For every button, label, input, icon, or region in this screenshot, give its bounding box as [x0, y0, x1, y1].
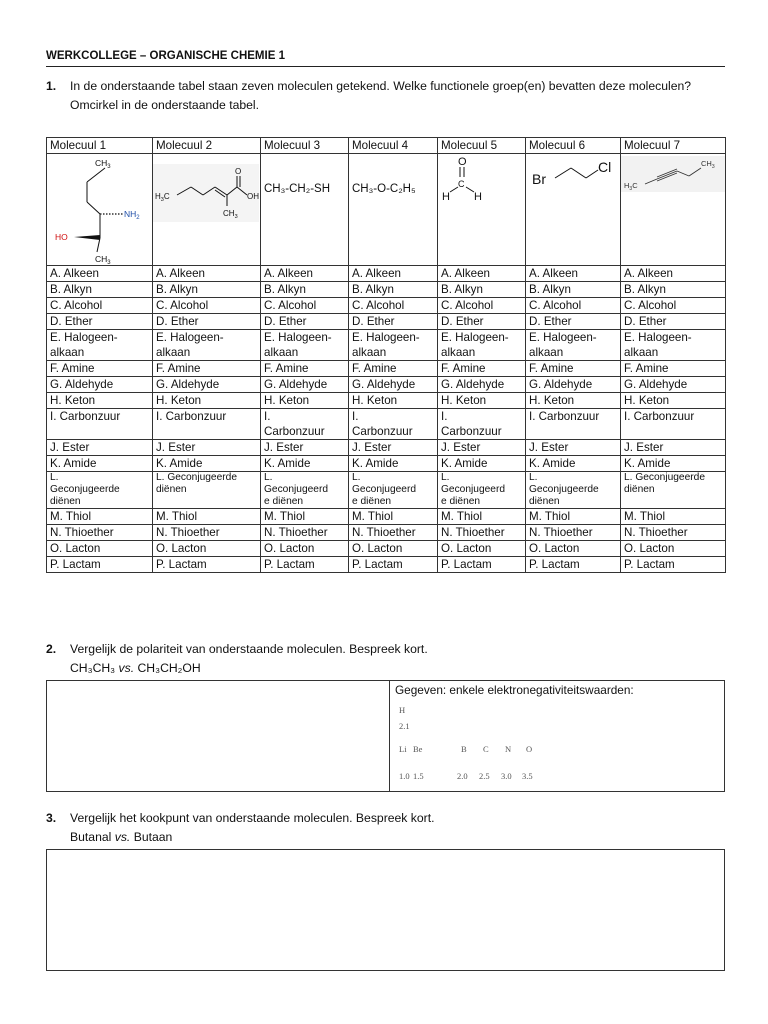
en-symbol: N	[505, 744, 512, 754]
option-cell[interactable]: C. Alcohol	[47, 298, 153, 314]
question-number: 1.	[46, 79, 57, 93]
table-row	[47, 314, 726, 330]
option-cell[interactable]: M. Thiol	[47, 509, 153, 525]
option-cell[interactable]: K. Amide	[621, 456, 726, 472]
option-cell[interactable]: N. Thioether	[261, 525, 349, 541]
option-cell[interactable]: J. Ester	[261, 440, 349, 456]
answer-box-3[interactable]	[46, 849, 725, 971]
table-row	[47, 330, 726, 361]
option-cell[interactable]: P. Lactam	[526, 557, 621, 573]
option-cell[interactable]: O. Lacton	[621, 541, 726, 557]
option-cell[interactable]: J. Ester	[621, 440, 726, 456]
option-cell[interactable]: M. Thiol	[621, 509, 726, 525]
option-cell[interactable]: L. Geconjugeerd e diënen	[438, 472, 526, 509]
option-cell[interactable]: N. Thioether	[621, 525, 726, 541]
option-cell[interactable]: D. Ether	[153, 314, 261, 330]
column-header: Molecuul 2	[153, 138, 261, 154]
versus-label: vs.	[118, 661, 135, 675]
column-header: Molecuul 5	[438, 138, 526, 154]
compound-a: Butanal	[70, 830, 112, 844]
option-cell[interactable]: G. Aldehyde	[349, 377, 438, 393]
option-cell[interactable]: G. Aldehyde	[526, 377, 621, 393]
option-cell[interactable]: I. Carbonzuur	[438, 409, 526, 440]
option-cell[interactable]: P. Lactam	[438, 557, 526, 573]
en-value: 1.0	[399, 771, 410, 781]
table-row	[47, 377, 726, 393]
option-cell[interactable]: I. Carbonzuur	[261, 409, 349, 440]
svg-text:CH3: $CH_3$	[95, 158, 111, 170]
option-cell[interactable]: H. Keton	[47, 393, 153, 409]
option-cell[interactable]: P. Lactam	[47, 557, 153, 573]
option-cell[interactable]: D. Ether	[621, 314, 726, 330]
option-cell[interactable]: O. Lacton	[261, 541, 349, 557]
option-cell[interactable]: K. Amide	[153, 456, 261, 472]
option-cell[interactable]: M. Thiol	[438, 509, 526, 525]
option-cell[interactable]: H. Keton	[621, 393, 726, 409]
option-cell[interactable]: M. Thiol	[526, 509, 621, 525]
column-header: Molecuul 4	[349, 138, 438, 154]
option-cell[interactable]: E. Halogeen- alkaan	[153, 330, 261, 361]
option-cell[interactable]: F. Amine	[526, 361, 621, 377]
compound-a: CH₃CH₃	[70, 661, 116, 675]
question-number: 3.	[46, 811, 57, 825]
option-cell[interactable]: P. Lactam	[153, 557, 261, 573]
en-value: 3.0	[501, 771, 512, 781]
molecule-7-structure	[621, 154, 726, 265]
option-cell[interactable]: A. Alkeen	[261, 266, 349, 282]
molecule-1-structure	[47, 154, 153, 265]
option-cell[interactable]: K. Amide	[438, 456, 526, 472]
given-label: Gegeven: enkele elektronegativiteitswaarden:	[395, 683, 634, 697]
option-cell[interactable]: C. Alcohol	[261, 298, 349, 314]
option-cell[interactable]: P. Lactam	[261, 557, 349, 573]
option-cell[interactable]: F. Amine	[621, 361, 726, 377]
table-row	[47, 557, 726, 573]
option-cell[interactable]: D. Ether	[438, 314, 526, 330]
option-cell[interactable]: I. Carbonzuur	[349, 409, 438, 440]
svg-text:H3C: $H_3C$	[624, 181, 638, 192]
option-cell[interactable]: L. Geconjugeerd e diënen	[349, 472, 438, 509]
option-cell[interactable]: J. Ester	[47, 440, 153, 456]
option-cell[interactable]: D. Ether	[526, 314, 621, 330]
option-cell[interactable]: C. Alcohol	[526, 298, 621, 314]
option-cell[interactable]: E. Halogeen- alkaan	[438, 330, 526, 361]
option-cell[interactable]: J. Ester	[438, 440, 526, 456]
option-cell[interactable]: B. Alkyn	[621, 282, 726, 298]
option-cell[interactable]: M. Thiol	[349, 509, 438, 525]
en-symbol: O	[526, 744, 533, 754]
structure-cell	[526, 154, 621, 266]
molecule-2-structure	[153, 154, 261, 265]
option-cell[interactable]: I. Carbonzuur	[621, 409, 726, 440]
option-cell[interactable]: C. Alcohol	[349, 298, 438, 314]
option-cell[interactable]: J. Ester	[153, 440, 261, 456]
option-cell[interactable]: G. Aldehyde	[47, 377, 153, 393]
option-cell[interactable]: O. Lacton	[349, 541, 438, 557]
question-1-line-1: In de onderstaande tabel staan zeven moleculen getekend. Welke functionele groep(en) bevatten deze moleculen?	[70, 79, 692, 93]
option-cell[interactable]: E. Halogeen- alkaan	[261, 330, 349, 361]
structure-cell	[438, 154, 526, 266]
option-cell[interactable]: A. Alkeen	[438, 266, 526, 282]
structure-cell	[261, 154, 349, 266]
svg-text:C: C	[458, 179, 465, 189]
option-cell[interactable]: K. Amide	[261, 456, 349, 472]
option-cell[interactable]: C. Alcohol	[621, 298, 726, 314]
option-cell[interactable]: F. Amine	[47, 361, 153, 377]
option-cell[interactable]: G. Aldehyde	[153, 377, 261, 393]
option-cell[interactable]: L. Geconjugeerde diënen	[153, 472, 261, 509]
option-cell[interactable]: C. Alcohol	[153, 298, 261, 314]
svg-text:NH2: $NH_2$	[124, 209, 140, 221]
table-row	[47, 456, 726, 472]
option-cell[interactable]: L. Geconjugeerde diënen	[621, 472, 726, 509]
option-cell[interactable]: F. Amine	[261, 361, 349, 377]
column-header: Molecuul 3	[261, 138, 349, 154]
question-number: 2.	[46, 642, 57, 656]
molecule-3-formula: CH₃-CH₂-SH	[264, 183, 331, 195]
table-header-row	[47, 138, 726, 154]
option-cell[interactable]: M. Thiol	[153, 509, 261, 525]
option-cell[interactable]: A. Alkeen	[349, 266, 438, 282]
page-title: WERKCOLLEGE – ORGANISCHE CHEMIE 1	[46, 50, 285, 62]
structure-row	[47, 154, 726, 266]
option-cell[interactable]: J. Ester	[349, 440, 438, 456]
svg-text:O: O	[458, 156, 467, 168]
en-value: 2.5	[479, 771, 490, 781]
option-cell[interactable]: E. Halogeen- alkaan	[47, 330, 153, 361]
option-cell[interactable]: B. Alkyn	[261, 282, 349, 298]
molecule-table	[46, 137, 726, 573]
en-symbol: B	[461, 744, 467, 754]
option-cell[interactable]: H. Keton	[153, 393, 261, 409]
compound-b: CH₃CH₂OH	[137, 661, 201, 675]
option-cell[interactable]: K. Amide	[526, 456, 621, 472]
svg-text:Br: Br	[532, 171, 546, 187]
option-cell[interactable]: L. Geconjugeerde diënen	[47, 472, 153, 509]
option-cell[interactable]: D. Ether	[349, 314, 438, 330]
en-symbol: Li	[399, 744, 407, 754]
option-cell[interactable]: D. Ether	[261, 314, 349, 330]
structure-cell	[47, 154, 153, 266]
option-cell[interactable]: P. Lactam	[621, 557, 726, 573]
svg-text:HO: HO	[55, 232, 68, 242]
title-rule	[46, 66, 725, 67]
option-cell[interactable]: B. Alkyn	[153, 282, 261, 298]
en-symbol: C	[483, 744, 489, 754]
option-cell[interactable]: A. Alkeen	[621, 266, 726, 282]
option-cell[interactable]: B. Alkyn	[349, 282, 438, 298]
table-row	[47, 298, 726, 314]
option-cell[interactable]: I. Carbonzuur	[47, 409, 153, 440]
option-cell[interactable]: M. Thiol	[261, 509, 349, 525]
option-cell[interactable]: G. Aldehyde	[261, 377, 349, 393]
option-cell[interactable]: H. Keton	[261, 393, 349, 409]
option-cell[interactable]: K. Amide	[47, 456, 153, 472]
option-cell[interactable]: L. Geconjugeerd e diënen	[261, 472, 349, 509]
molecule-4-formula: CH₃-O-C₂H₅	[352, 183, 416, 195]
option-cell[interactable]: H. Keton	[526, 393, 621, 409]
table-row	[47, 541, 726, 557]
en-value: 2.1	[399, 721, 410, 731]
option-cell[interactable]: N. Thioether	[438, 525, 526, 541]
answer-box-2[interactable]	[46, 680, 725, 792]
option-cell[interactable]: A. Alkeen	[526, 266, 621, 282]
en-value: 3.5	[522, 771, 533, 781]
option-cell[interactable]: F. Amine	[153, 361, 261, 377]
option-cell[interactable]: A. Alkeen	[153, 266, 261, 282]
option-cell[interactable]: P. Lactam	[349, 557, 438, 573]
option-cell[interactable]: E. Halogeen- alkaan	[349, 330, 438, 361]
option-cell[interactable]: O. Lacton	[47, 541, 153, 557]
option-cell[interactable]: L. Geconjugeerde diënen	[526, 472, 621, 509]
svg-text:CH3: $CH_3$	[223, 209, 238, 220]
option-cell[interactable]: I. Carbonzuur	[526, 409, 621, 440]
option-cell[interactable]: H. Keton	[349, 393, 438, 409]
question-1-line-2: Omcirkel in de onderstaande tabel.	[70, 98, 260, 112]
option-cell[interactable]: I. Carbonzuur	[153, 409, 261, 440]
versus-label: vs.	[114, 830, 131, 844]
en-value: 1.5	[413, 771, 424, 781]
en-value: 2.0	[457, 771, 468, 781]
option-cell[interactable]: E. Halogeen- alkaan	[621, 330, 726, 361]
option-cell[interactable]: F. Amine	[349, 361, 438, 377]
option-cell[interactable]: D. Ether	[47, 314, 153, 330]
option-cell[interactable]: F. Amine	[438, 361, 526, 377]
column-header: Molecuul 6	[526, 138, 621, 154]
table-row	[47, 440, 726, 456]
option-cell[interactable]: B. Alkyn	[47, 282, 153, 298]
question-2-text: Vergelijk de polariteit van onderstaande moleculen. Bespreek kort.	[70, 642, 428, 656]
svg-text:H: H	[474, 191, 482, 203]
structure-cell	[621, 154, 726, 266]
molecule-6-structure	[526, 154, 621, 265]
table-row	[47, 472, 726, 509]
option-cell[interactable]: N. Thioether	[526, 525, 621, 541]
structure-cell	[153, 154, 261, 266]
table-row	[47, 393, 726, 409]
option-cell[interactable]: B. Alkyn	[438, 282, 526, 298]
en-symbol: H	[399, 705, 406, 715]
option-cell[interactable]: K. Amide	[349, 456, 438, 472]
table-row	[47, 409, 726, 440]
answer-box-divider	[389, 681, 390, 791]
option-cell[interactable]: N. Thioether	[153, 525, 261, 541]
column-header: Molecuul 7	[621, 138, 726, 154]
option-cell[interactable]: N. Thioether	[349, 525, 438, 541]
table-row	[47, 282, 726, 298]
option-cell[interactable]: E. Halogeen- alkaan	[526, 330, 621, 361]
svg-text:H3C: $H_3C$	[155, 192, 170, 203]
option-cell[interactable]: G. Aldehyde	[438, 377, 526, 393]
column-header: Molecuul 1	[47, 138, 153, 154]
option-cell[interactable]: H. Keton	[438, 393, 526, 409]
option-cell[interactable]: B. Alkyn	[526, 282, 621, 298]
en-symbol: Be	[413, 744, 423, 754]
table-row	[47, 266, 726, 282]
option-cell[interactable]: J. Ester	[526, 440, 621, 456]
svg-text:CH3: $CH_3$	[701, 159, 715, 170]
question-3-text: Vergelijk het kookpunt van onderstaande moleculen. Bespreek kort.	[70, 811, 435, 825]
option-cell[interactable]: A. Alkeen	[47, 266, 153, 282]
option-cell[interactable]: O. Lacton	[153, 541, 261, 557]
option-cell[interactable]: C. Alcohol	[438, 298, 526, 314]
molecule-5-structure	[438, 154, 526, 265]
structure-cell	[349, 154, 438, 266]
question-2-compare	[70, 659, 730, 678]
svg-text:Cl: Cl	[598, 159, 612, 175]
svg-text:OH: OH	[247, 192, 259, 201]
table-row	[47, 361, 726, 377]
option-cell[interactable]: G. Aldehyde	[621, 377, 726, 393]
svg-text:CH3: $CH_3$	[95, 254, 111, 265]
option-cell[interactable]: O. Lacton	[526, 541, 621, 557]
option-cell[interactable]: N. Thioether	[47, 525, 153, 541]
svg-text:H: H	[442, 191, 450, 203]
question-3-compare	[70, 828, 730, 847]
table-row	[47, 525, 726, 541]
option-cell[interactable]: O. Lacton	[438, 541, 526, 557]
compound-b: Butaan	[133, 830, 173, 844]
svg-text:O: O	[235, 167, 242, 176]
table-row	[47, 509, 726, 525]
